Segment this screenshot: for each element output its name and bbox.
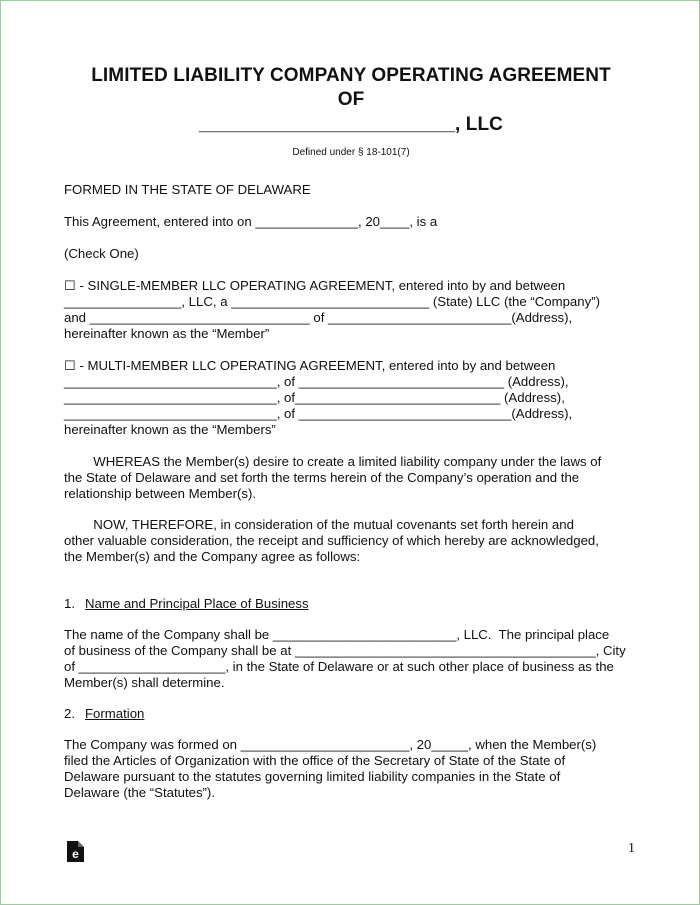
single-member-line-2: ________________, LLC, a ___________________________ (State) LLC (the “Company”) [64, 294, 600, 309]
whereas-line-3: relationship between Member(s). [64, 486, 257, 501]
section-2-line-1: The Company was formed on _______________________, 20_____, when the Member(s) [64, 737, 597, 752]
title-line-3: ________________________, LLC [199, 114, 503, 135]
section-1-number: 1. [64, 596, 75, 611]
section-1-line-3: of ____________________, in the State of Delaware or at such other place of business as the [64, 659, 614, 674]
single-member-line-4: hereinafter known as the “Member” [64, 326, 270, 341]
section-2-line-4: Delaware (the “Statutes”). [64, 785, 215, 800]
multi-member-line-5: hereinafter known as the “Members” [64, 422, 276, 437]
check-one: (Check One) [64, 246, 139, 261]
section-1-line-4: Member(s) shall determine. [64, 675, 225, 690]
section-1-line-1: The name of the Company shall be _________________________, LLC. The principal place [64, 627, 610, 642]
section-2-number: 2. [64, 706, 75, 721]
svg-text:e: e [72, 847, 79, 861]
section-2-heading: Formation [85, 706, 145, 721]
title-line-2: OF [337, 89, 365, 110]
now-therefore-line-3: the Member(s) and the Company agree as follows: [64, 549, 361, 564]
whereas-line-2: the State of Delaware and set forth the terms herein of the Company’s operation and the [64, 470, 580, 485]
entered-into: This Agreement, entered into on ______________, 20____, is a [64, 214, 438, 229]
formed-in: FORMED IN THE STATE OF DELAWARE [64, 182, 311, 197]
now-therefore-line-2: other valuable consideration, the receipt and sufficiency of which hereby are acknowledged, [64, 533, 599, 548]
single-member-checkbox-line[interactable]: ☐ - SINGLE-MEMBER LLC OPERATING AGREEMENT, entered into by and between [64, 278, 566, 293]
defined-under: Defined under § 18-101(7) [292, 147, 410, 158]
now-therefore-line-1: NOW, THEREFORE, in consideration of the mutual covenants set forth herein and [64, 517, 574, 532]
multi-member-line-2: _____________________________, of ____________________________ (Address), [64, 374, 569, 389]
section-2-line-3: Delaware pursuant to the statutes governing limited liability companies in the State of [64, 769, 561, 784]
multi-member-checkbox-line[interactable]: ☐ - MULTI-MEMBER LLC OPERATING AGREEMENT, entered into by and between [64, 358, 556, 373]
single-member-line-3: and ______________________________ of _________________________(Address), [64, 310, 573, 325]
multi-member-line-3: _____________________________, of____________________________ (Address), [64, 390, 565, 405]
section-2-line-2: filed the Articles of Organization with the office of the Secretary of State of the State of [64, 753, 566, 768]
section-1-line-2: of business of the Company shall be at _________________________________________, City [64, 643, 626, 658]
section-1-heading: Name and Principal Place of Business [85, 596, 309, 611]
multi-member-line-4: _____________________________, of _____________________________(Address), [64, 406, 573, 421]
eforms-logo-icon [65, 841, 85, 863]
title-line-1: LIMITED LIABILITY COMPANY OPERATING AGREEMENT [91, 65, 611, 86]
whereas-line-1: WHEREAS the Member(s) desire to create a limited liability company under the laws of [64, 454, 602, 469]
page-number: 1 [628, 841, 635, 856]
